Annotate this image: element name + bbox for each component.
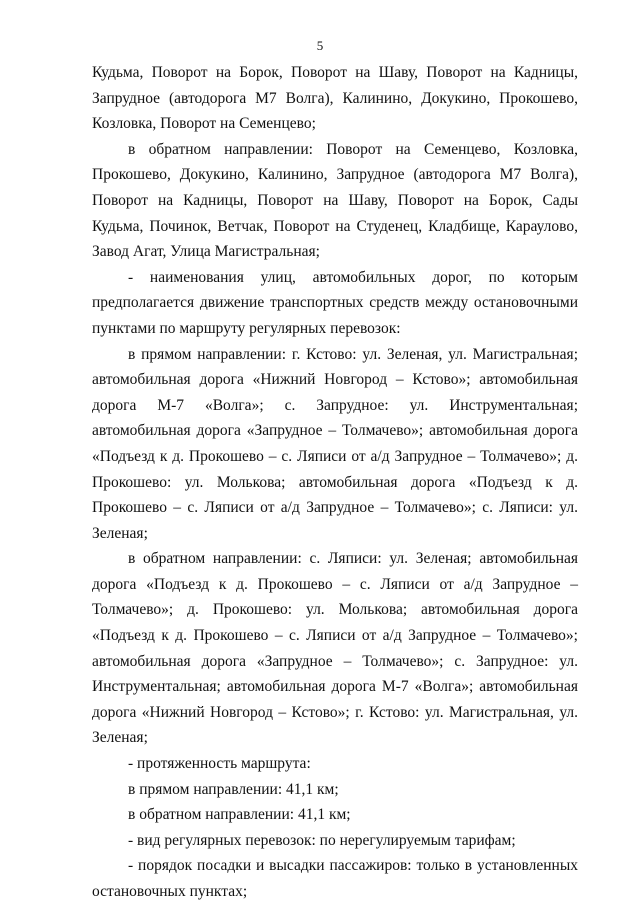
- paragraph-streets-heading: - наименования улиц, автомобильных дорог, по которым предполагается движение транспортных средств между остановочными пунктами по маршруту регулярных перевозок:: [92, 268, 578, 337]
- paragraph-route-forward-continuation: Кудьма, Поворот на Борок, Поворот на Шаву, Поворот на Кадницы, Запрудное (автодорога М7 Волга), Калинино, Докукино, Прокошево, Козловка, Поворот на Семенцево;: [92, 64, 578, 133]
- document-body: [92, 60, 578, 905]
- paragraph-length-forward: в прямом направлении: 41,1 км;: [128, 780, 339, 798]
- page-number: 5: [316, 38, 324, 53]
- paragraph-route-reverse: в обратном направлении: Поворот на Семенцево, Козловка, Прокошево, Докукино, Калинино, Запрудное (автодорога М7 Волга), Поворот на Кадницы, Поворот на Шаву, Поворот на Борок, Сады Кудьма, Починок, Ветчак, Поворот на Студенец, Кладбище, Караулово, Завод Агат, Улица Магистральная;: [92, 140, 578, 261]
- paragraph-transport-type: - вид регулярных перевозок: по нерегулируемым тарифам;: [128, 831, 516, 849]
- paragraph-streets-reverse: в обратном направлении: с. Ляписи: ул. Зеленая; автомобильная дорога «Подъезд к д. Прокошево – с. Ляписи от а/д Запрудное – Толмачево»; д. Прокошево: ул. Молькова; автомобильная дорога «Подъезд к д. Прокошево – с. Ляписи от а/д Запрудное – Толмачево»; автомобильная дорога «Запрудное – Толмачево»; с. Запрудное: ул. Инструментальная; автомобильная дорога М-7 «Волга»; автомобильная дорога «Нижний Новгород – Кстово»; г. Кстово: ул. Магистральная, ул. Зеленая;: [92, 550, 578, 747]
- paragraph-route-length-heading: - протяженность маршрута:: [128, 755, 311, 773]
- paragraph-streets-forward: в прямом направлении: г. Кстово: ул. Зеленая, ул. Магистральная; автомобильная дорога «Нижний Новгород – Кстово»; автомобильная дорога М-7 «Волга»; с. Запрудное: ул. Инструментальная; автомобильная дорога «Запрудное – Толмачево»; автомобильная дорога «Подъезд к д. Прокошево – с. Ляписи от а/д Запрудное – Толмачево»; д. Прокошево: ул. Молькова; автомобильная дорога «Подъезд к д. Прокошево – с. Ляписи от а/д Запрудное – Толмачево»; с. Ляписи: ул. Зеленая;: [92, 345, 578, 542]
- paragraph-boarding-order: - порядок посадки и высадки пассажиров: только в установленных остановочных пунктах;: [92, 857, 578, 900]
- paragraph-length-reverse: в обратном направлении: 41,1 км;: [128, 806, 351, 824]
